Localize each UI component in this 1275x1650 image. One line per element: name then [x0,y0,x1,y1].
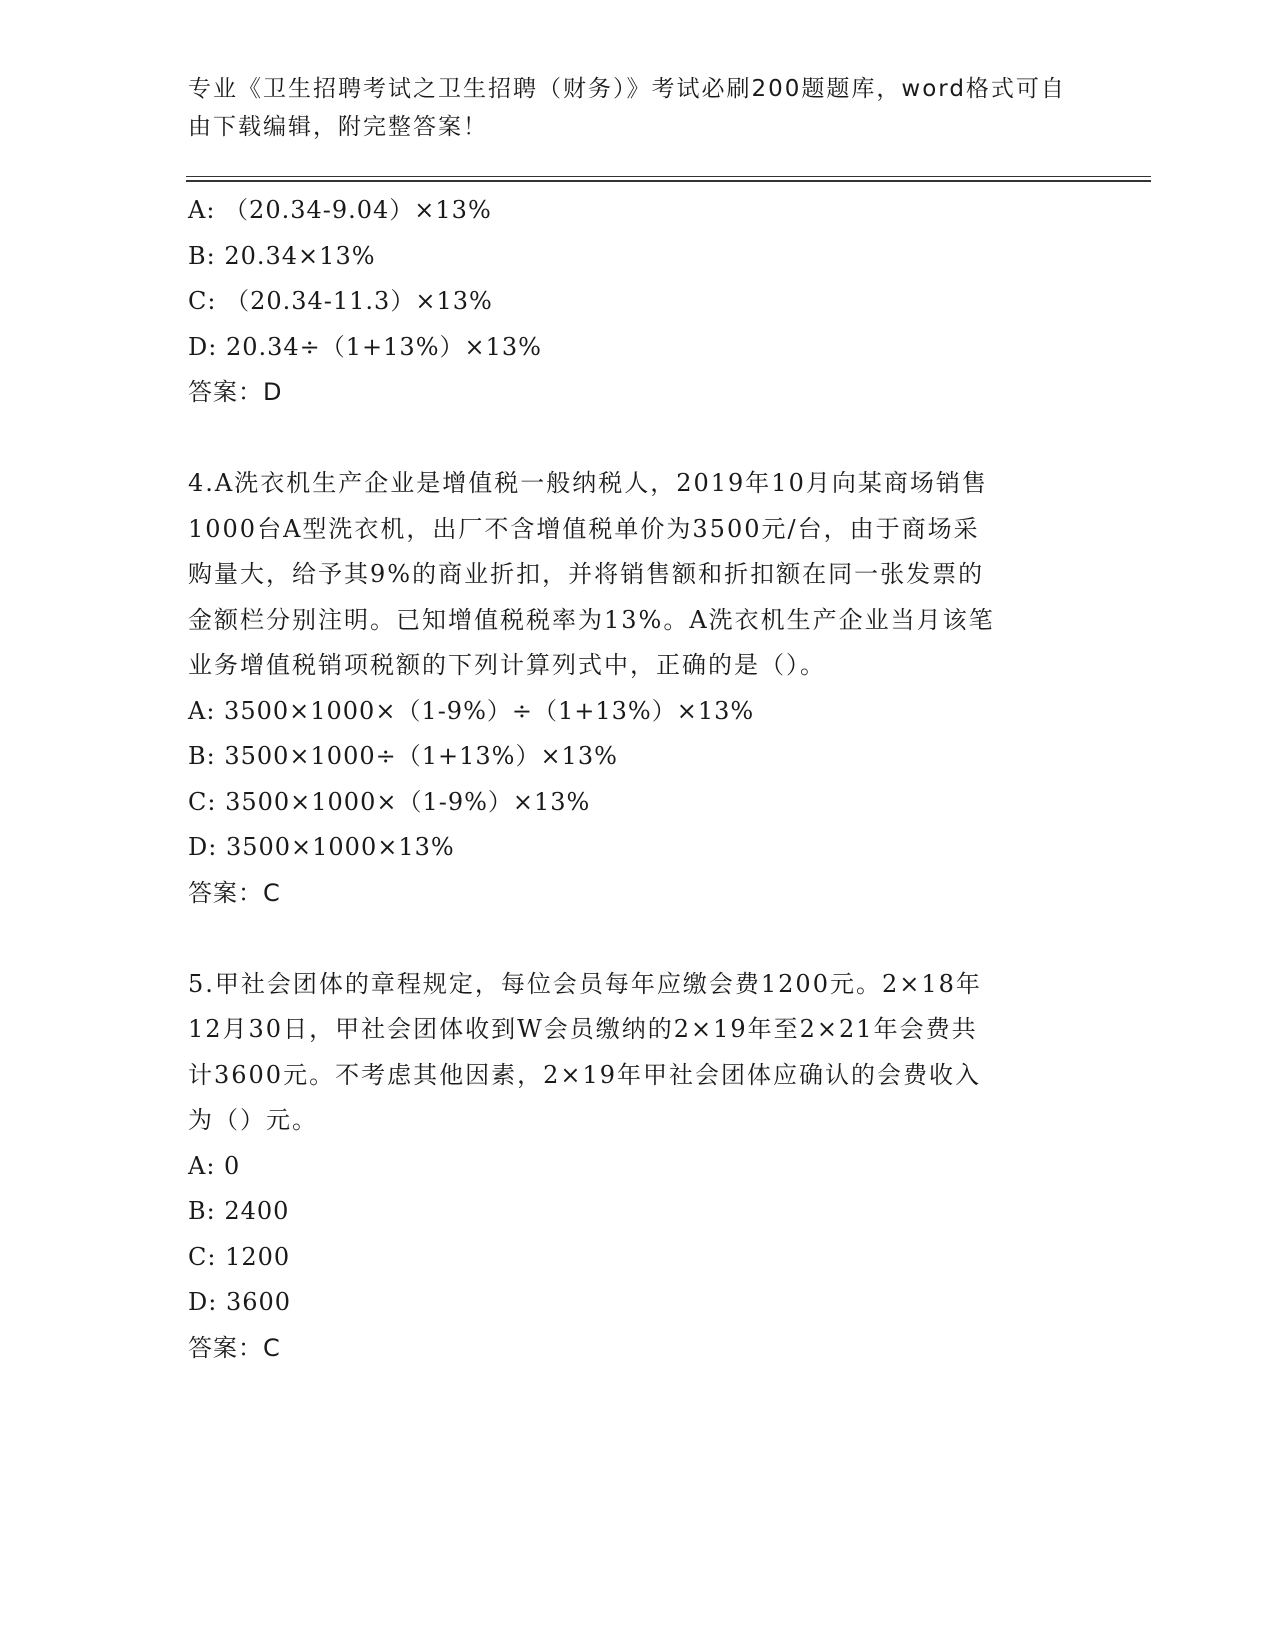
q4-option-a: A: 3500×1000×（1-9%）÷（1+13%）×13% [188,696,755,725]
q4-stem-line-4: 金额栏分别注明。已知增值税税率为13%。A洗衣机生产企业当月该笔 [188,605,995,634]
q4-stem-line-2: 1000台A型洗衣机，出厂不含增值税单价为3500元/台，由于商场采 [188,514,980,543]
spacer [188,416,1088,462]
q5-option-d: D: 3600 [188,1288,292,1316]
q4-option-b: B: 3500×1000÷（1+13%）×13% [188,742,618,770]
q5-stem-line-3: 计3600元。不考虑其他因素，2×19年甲社会团体应确认的会费收入 [188,1060,981,1089]
header-divider [186,176,1151,182]
q5-stem-line-2: 12月30日，甲社会团体收到W会员缴纳的2×19年至2×21年会费共 [188,1015,978,1043]
q5-option-a: A: 0 [188,1151,241,1180]
q3-option-d: D: 20.34÷（1+13%）×13% [188,332,542,361]
q5-option-b: B: 2400 [188,1197,290,1225]
question-4 [188,461,1088,916]
q3-option-b: B: 20.34×13% [188,241,376,270]
q5-answer: 答案：C [188,1333,281,1362]
q5-stem-line-1: 5.甲社会团体的章程规定，每位会员每年应缴会费1200元。2×18年 [188,969,982,998]
q5-stem-line-4: 为（）元。 [188,1106,318,1134]
q3-option-a: A: （20.34-9.04）×13% [188,196,492,224]
q3-option-c: C: （20.34-11.3）×13% [188,287,493,315]
q4-answer: 答案：C [188,878,281,907]
question-5 [188,962,1088,1372]
q4-option-d: D: 3500×1000×13% [188,833,455,861]
q4-stem-line-1: 4.A洗衣机生产企业是增值税一般纳税人，2019年10月向某商场销售 [188,469,988,497]
document-body [188,188,1088,1371]
q4-stem-line-5: 业务增值税销项税额的下列计算列式中，正确的是（）。 [188,651,826,679]
header-line-2: 由下载编辑，附完整答案！ [188,114,488,140]
q5-option-c: C: 1200 [188,1242,291,1271]
q3-answer: 答案：D [188,378,283,406]
header-line-1: 专业《卫生招聘考试之卫生招聘（财务）》考试必刷200题题库，word格式可自 [188,76,1066,102]
q4-option-c: C: 3500×1000×（1-9%）×13% [188,787,591,816]
page-header [188,70,1088,146]
q4-stem-line-3: 购量大，给予其9%的商业折扣，并将销售额和折扣额在同一张发票的 [188,560,985,588]
question-3 [188,188,1088,416]
spacer [188,916,1088,962]
